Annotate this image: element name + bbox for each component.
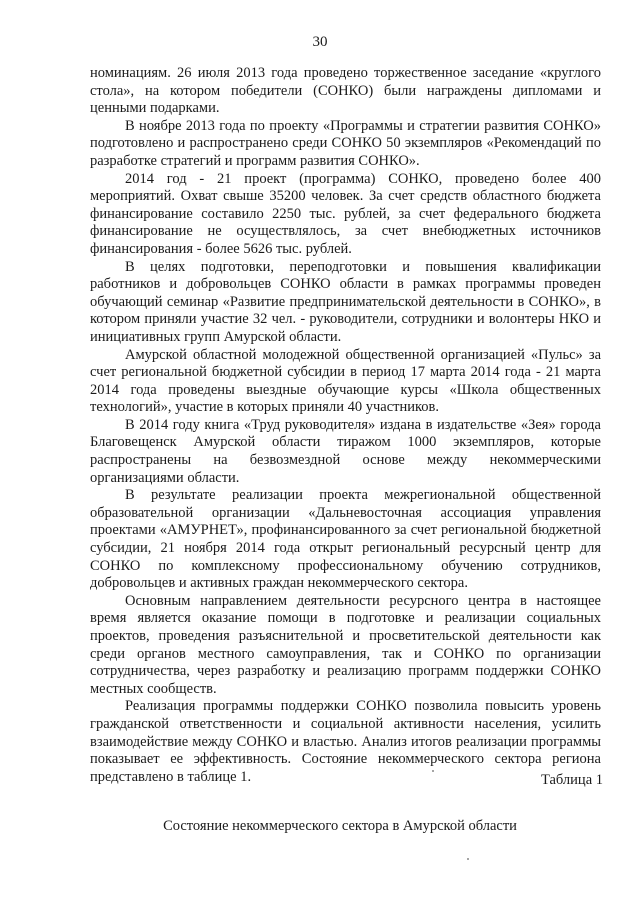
table-label: Таблица 1	[540, 772, 603, 788]
paragraph-3: 2014 год - 21 проект (программа) СОНКО, проведено более 400 мероприятий. Охват свыше 35200 человек. За счет средств областного бюджета финансирование составило 2250 тыс. рублей, за счет федерального бюджета финансирование не осуществлялось, за счет внебюджетных источников финансирования - более 5626 тыс. рублей.	[90, 170, 601, 257]
paragraph-4: В целях подготовки, переподготовки и повышения квалификации работников и добровольцев СОНКО области в рамках программы проведен обучающий семинар «Развитие предпринимательской деятельности в СОНКО», в котором приняли участие 32 чел. - руководители, сотрудники и волонтеры НКО и инициативных групп Амурской области.	[90, 258, 601, 345]
paragraph-1: номинациям. 26 июля 2013 года проведено торжественное заседание «круглого стола», на котором победители (СОНКО) были награждены дипломами и ценными подарками.	[90, 65, 601, 117]
table-title: Состояние некоммерческого сектора в Амурской области	[163, 818, 517, 834]
scan-speck	[467, 858, 469, 860]
paragraph-2: В ноябре 2013 года по проекту «Программы и стратегии развития СОНКО» подготовлено и распространено среди СОНКО 50 экземпляров «Рекомендаций по разработке стратегий и программ развития СОНКО».	[90, 117, 601, 169]
paragraph-8: Основным направлением деятельности ресурсного центра в настоящее время является оказание помощи в подготовке и реализации социальных проектов, проведения разъяснительной и просветительской деятельности как среди органов местного самоуправления, так и СОНКО по организации сотрудничества, через разработку и реализацию программ поддержки СОНКО местных сообществ.	[90, 592, 601, 697]
scan-speck	[432, 770, 434, 772]
paragraph-5: Амурской областной молодежной общественной организацией «Пульс» за счет региональной бюджетной субсидии в период 17 марта 2014 года - 21 марта 2014 года проведены выездные обучающие курсы «Школа общественных технологий», участие в которых приняли 40 участников.	[90, 346, 601, 416]
paragraph-7: В результате реализации проекта межрегиональной общественной образовательной организации «Дальневосточная ассоциация управления проектами «АМУРНЕТ», профинансированного за счет региональной бюджетной субсидии, 21 ноября 2014 года открыт региональный ресурсный центр для СОНКО по комплексному профессиональному обучению сотрудников, добровольцев и активных граждан некоммерческого сектора.	[90, 487, 601, 592]
paragraph-6: В 2014 году книга «Труд руководителя» издана в издательстве «Зея» города Благовещенск Амурской области тиражом 1000 экземпляров, которые распространены на безвозмездной основе между некоммерческими организациями области.	[90, 416, 601, 486]
paragraph-9: Реализация программы поддержки СОНКО позволила повысить уровень гражданской ответственности и социальной активности населения, усилить взаимодействие между СОНКО и властью. Анализ итогов реализации программы показывает ее эффективность. Состояние некоммерческого сектора региона представлено в таблице 1.	[90, 698, 601, 785]
page-number: 30	[312, 34, 328, 50]
document-body	[90, 65, 601, 786]
